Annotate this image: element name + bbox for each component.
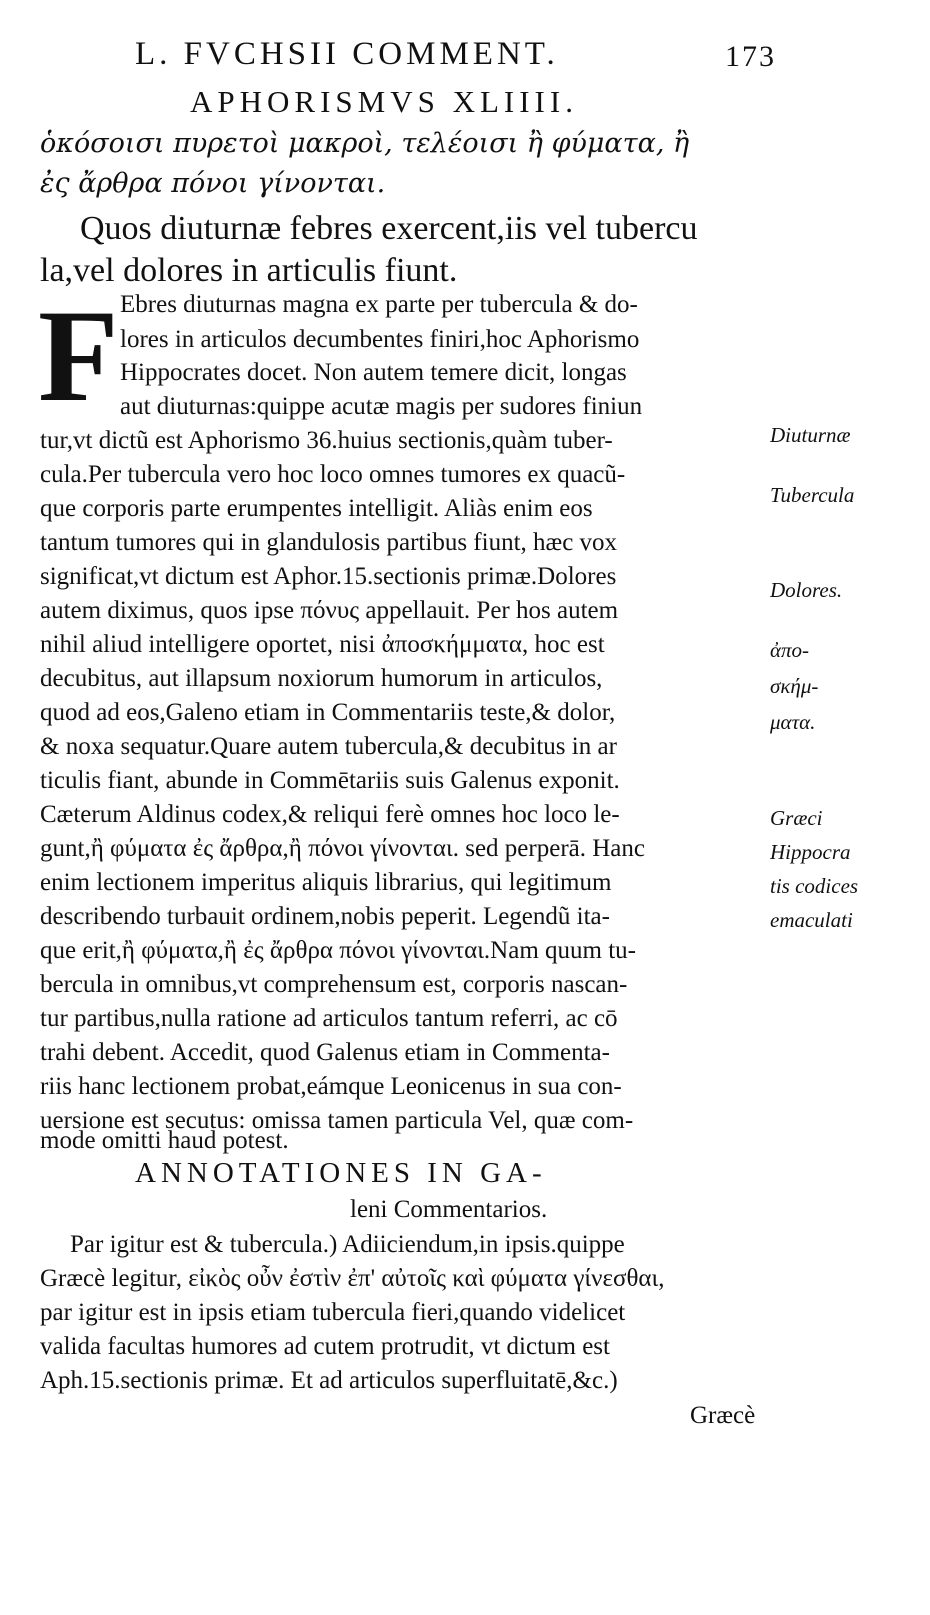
margin-note: Dolores. (770, 578, 843, 602)
commentary-line: tur partibus,nulla ratione ad articulos tantum referri, ac cō (40, 1005, 618, 1032)
margin-note: σκήμ- (770, 674, 819, 698)
commentary-line: tur,vt dictũ est Aphorismo 36.huius sectionis,quàm tuber- (40, 427, 613, 454)
commentary-line: Ebres diuturnas magna ex parte per tubercula & do- (120, 291, 638, 318)
drop-capital: F (38, 282, 119, 429)
running-head: L. FVCHSII COMMENT. (135, 36, 559, 72)
margin-note: tis codices (770, 874, 859, 898)
commentary-line: ticulis fiant, abunde in Commētariis suis Galenus exponit. (40, 767, 620, 794)
margin-note: Diuturnæ (770, 423, 851, 447)
margin-note: Græci (770, 806, 823, 830)
commentary-line: que erit,ἢ φύματα,ἢ ἐς ἄρθρα πόνοι γίνονται.Nam quum tu- (40, 937, 636, 964)
commentary-line: trahi debent. Accedit, quod Galenus etiam in Commenta- (40, 1039, 610, 1066)
margin-note: ἀπο- (770, 638, 810, 662)
greek-aphorism-line: ὁκόσοισι πυρετοὶ μακροὶ, τελέοισι ἢ φύματα, ἢ (40, 128, 690, 159)
commentary-line: & noxa sequatur.Quare autem tubercula,& decubitus in ar (40, 733, 617, 760)
section-subheading: leni Commentarios. (350, 1196, 548, 1223)
commentary-line: quod ad eos,Galeno etiam in Commentariis teste,& dolor, (40, 699, 616, 726)
annotation-line: Par igitur est & tubercula.) Adiiciendum,in ipsis.quippe (70, 1231, 625, 1258)
margin-note: Hippocra (770, 840, 851, 864)
annotation-line: Aph.15.sectionis primæ. Et ad articulos superfluitatē,&c.) (40, 1367, 618, 1394)
commentary-line: describendo turbauit ordinem,nobis peperit. Legendũ ita- (40, 903, 610, 930)
commentary-line: lores in articulos decumbentes finiri,hoc Aphorismo (120, 326, 640, 353)
section-heading: ANNOTATIONES IN GA- (135, 1157, 547, 1189)
annotation-line: valida facultas humores ad cutem protrudit, vt dictum est (40, 1333, 610, 1360)
commentary-line: uersione est secutus: omissa tamen particula Vel, quæ com- (40, 1107, 634, 1134)
page-number: 173 (725, 40, 776, 73)
commentary-line: que corporis parte erumpentes intelligit. Aliàs enim eos (40, 495, 593, 522)
commentary-line: bercula in omnibus,vt comprehensum est, corporis nascan- (40, 971, 628, 998)
latin-aphorism-line: la,vel dolores in articulis fiunt. (40, 252, 458, 289)
margin-note: emaculati (770, 908, 853, 932)
commentary-line: mode omitti haud potest. (40, 1127, 289, 1154)
commentary-line: gunt,ἢ φύματα ἐς ἄρθρα,ἢ πόνοι γίνονται. sed perperā. Hanc (40, 835, 645, 862)
commentary-line: enim lectionem imperitus aliquis librarius, qui legitimum (40, 869, 612, 896)
margin-note: Tubercula (770, 483, 855, 507)
commentary-line: Cæterum Aldinus codex,& reliqui ferè omnes hoc loco le- (40, 801, 620, 828)
annotation-line: par igitur est in ipsis etiam tubercula fieri,quando videlicet (40, 1299, 626, 1326)
commentary-line: decubitus, aut illapsum noxiorum humorum in articulos, (40, 665, 603, 692)
commentary-line: nihil aliud intelligere oportet, nisi ἀποσκήμματα, hoc est (40, 631, 605, 658)
commentary-line: cula.Per tubercula vero hoc loco omnes tumores ex quacũ- (40, 461, 626, 488)
catchword: Græcè (690, 1402, 756, 1429)
commentary-line: tantum tumores qui in glandulosis partibus fiunt, hæc vox (40, 529, 618, 556)
commentary-line: autem diximus, quos ipse πόνυς appellauit. Per hos autem (40, 597, 619, 624)
latin-aphorism-line: Quos diuturnæ febres exercent,iis vel tubercu (80, 210, 698, 247)
commentary-line: aut diuturnas:quippe acutæ magis per sudores finiun (120, 393, 643, 420)
commentary-line: Hippocrates docet. Non autem temere dicit, longas (120, 359, 627, 386)
annotation-line: Græcè legitur, εἰκὸς οὖν ἐστὶν ἐπ' αὐτοῖς καὶ φύματα γίνεσθαι, (40, 1265, 665, 1292)
greek-aphorism-line: ἐς ἄρθρα πόνοι γίνονται. (40, 168, 386, 199)
commentary-line: significat,vt dictum est Aphor.15.sectionis primæ.Dolores (40, 563, 617, 590)
commentary-line: riis hanc lectionem probat,eámque Leonicenus in sua con- (40, 1073, 622, 1100)
aphorism-title: APHORISMVS XLIIII. (190, 84, 578, 119)
margin-note: ματα. (770, 710, 816, 734)
